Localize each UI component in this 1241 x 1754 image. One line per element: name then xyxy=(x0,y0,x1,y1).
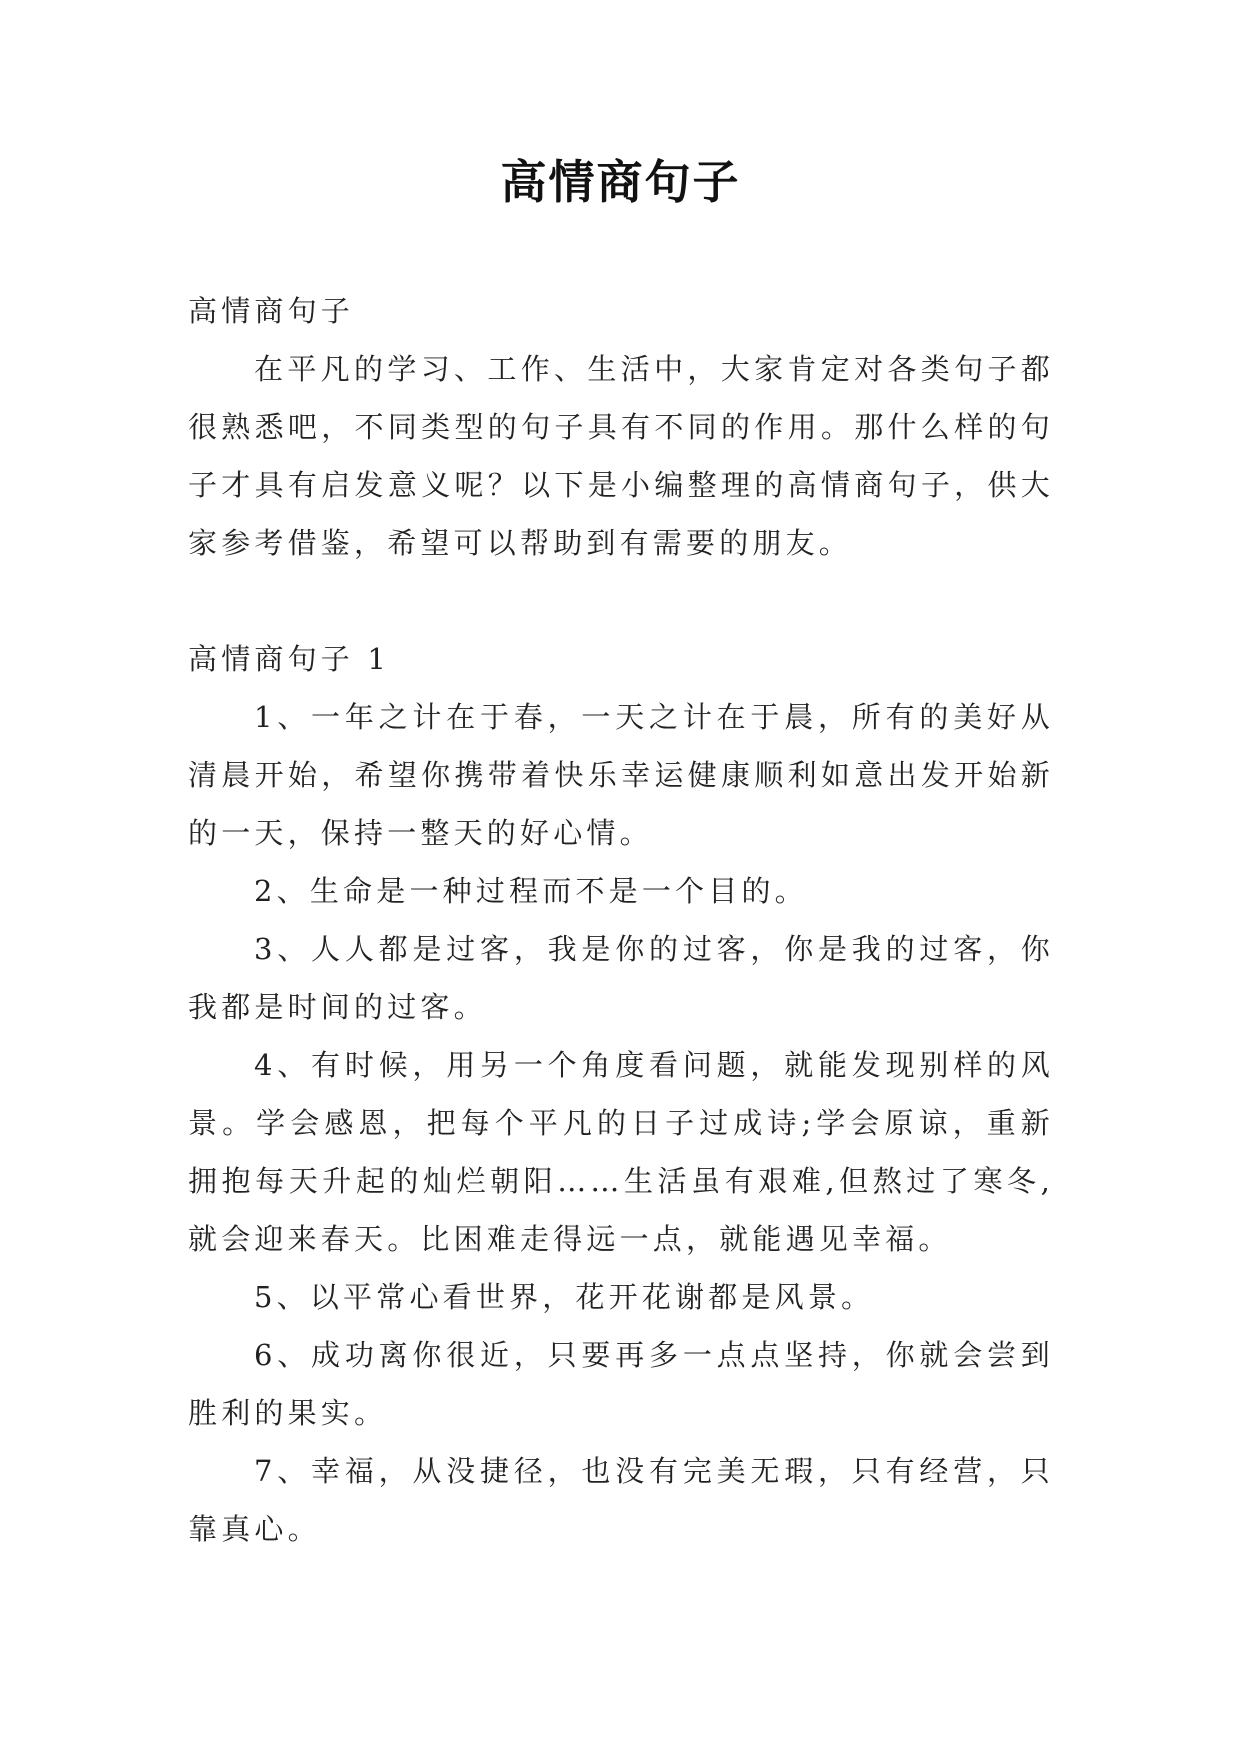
list-item: 2、生命是一种过程而不是一个目的。 xyxy=(254,874,808,908)
list-item: 7、幸福，从没捷径，也没有完美无瑕，只有经营，只靠真心。 xyxy=(188,1454,1054,1546)
list-item: 5、以平常心看世界，花开花谢都是风景。 xyxy=(254,1280,875,1314)
list-item: 3、人人都是过客，我是你的过客，你是我的过客，你我都是时间的过客。 xyxy=(188,932,1054,1024)
intro-paragraph: 在平凡的学习、工作、生活中，大家肯定对各类句子都很熟悉吧，不同类型的句子具有不同的作用。那什么样的句子才具有启发意义呢？以下是小编整理的高情商句子，供大家参考借鉴，希望可以帮助到有需要的朋友。 xyxy=(188,352,1054,560)
document-body xyxy=(188,282,1054,1558)
document-title: 高情商句子 xyxy=(500,155,741,209)
list-item: 4、有时候，用另一个角度看问题，就能发现别样的风景。学会感恩，把每个平凡的日子过成诗;学会原谅，重新拥抱每天升起的灿烂朝阳……生活虽有艰难,但熬过了寒冬,就会迎来春天。比困难走得远一点，就能遇见幸福。 xyxy=(188,1048,1054,1256)
paragraph-spacer xyxy=(188,572,1054,630)
list-item: 6、成功离你很近，只要再多一点点坚持，你就会尝到胜利的果实。 xyxy=(188,1338,1054,1430)
list-item: 1、一年之计在于春，一天之计在于晨，所有的美好从清晨开始，希望你携带着快乐幸运健康顺利如意出发开始新的一天，保持一整天的好心情。 xyxy=(188,700,1054,850)
section-heading: 高情商句子 xyxy=(188,294,355,328)
subheading: 高情商句子 1 xyxy=(188,642,391,676)
